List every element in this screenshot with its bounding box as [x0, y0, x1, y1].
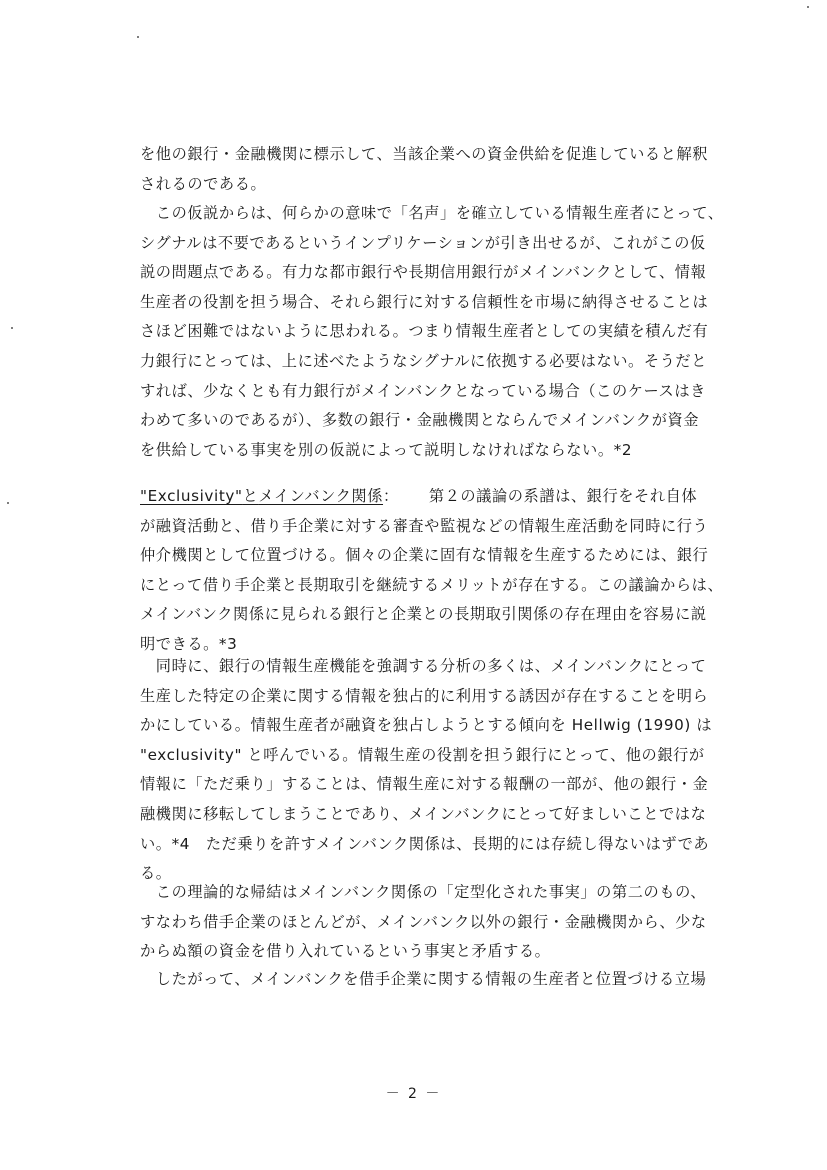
text-line: 明できる。*3 [140, 634, 238, 653]
paragraph-conclusion-start [140, 965, 707, 995]
text-line: すれば、少なくとも有力銀行がメインバンクとなっている場合（このケースはき [140, 381, 706, 400]
text-line: る。 [140, 864, 172, 883]
text-line: されるのである。 [140, 174, 267, 193]
text-line: にとって借り手企業と長期取引を継続するメリットが存在する。この議論からは、 [140, 575, 724, 594]
scan-speck [807, 6, 809, 8]
text-line: シグナルは不要であるというインプリケーションが引き出せるが、これがこの仮 [140, 233, 706, 252]
text-line: 生産者の役割を担う場合、それら銀行に対する信頼性を市場に納得させることは [140, 292, 709, 311]
scan-speck [7, 502, 9, 504]
text-line: 同時に、銀行の情報生産機能を強調する分析の多くは、メインバンクにとって [140, 657, 707, 675]
scan-speck [137, 36, 139, 38]
text-line: "exclusivity" と呼んでいる。情報生産の役割を担う銀行にとって、他の銀行が [140, 745, 705, 764]
paragraph-contradiction [140, 878, 707, 967]
paragraph-continuation [140, 140, 709, 199]
paragraph-information-monopoly [140, 652, 713, 889]
text-line: すなわち借手企業のほとんどが、メインバンク以外の銀行・金融機関から、少な [140, 912, 707, 931]
text-line: 情報に「ただ乗り」することは、情報生産に対する報酬の一部が、他の銀行・金 [140, 775, 709, 794]
text-line: 説の問題点である。有力な都市銀行や長期信用銀行がメインバンクとして、情報 [140, 263, 707, 282]
text-line: わめて多いのであるが）、多数の銀行・金融機関とならんでメインバンクが資金 [140, 411, 700, 430]
text-line: 第２の議論の系譜は、銀行をそれ自体 [428, 487, 698, 505]
text-line: 融機関に移転してしまうことであり、メインバンクにとって好ましいことではな [140, 804, 707, 823]
text-line: この仮説からは、何らかの意味で「名声」を確立している情報生産者にとって、 [140, 204, 724, 222]
text-line: したがって、メインバンクを借手企業に関する情報の生産者と位置づける立場 [140, 970, 707, 988]
text-line: メインバンク関係に見られる銀行と企業との長期取引関係の存在理由を容易に説 [140, 605, 707, 624]
text-line: が融資活動と、借り手企業に対する審査や監視などの情報生産活動を同時に行う [140, 516, 709, 535]
text-line: この理論的な帰結はメインバンク関係の「定型化された事実」の第二のもの、 [140, 883, 707, 901]
text-line: 力銀行にとっては、上に述べたようなシグナルに依拠する必要はない。そうだと [140, 351, 707, 370]
text-line: い。*4 ただ乗りを許すメインバンク関係は、長期的には存続し得ないはずであ [140, 834, 710, 853]
text-line: からぬ額の資金を借り入れているという事実と矛盾する。 [140, 942, 551, 961]
text-line: 仲介機関として位置づける。個々の企業に固有な情報を生産するためには、銀行 [140, 546, 709, 565]
text-line: さほど困難ではないように思われる。つまり情報生産者としての実績を積んだ有 [140, 322, 709, 341]
text-line: を他の銀行・金融機関に標示して、当該企業への資金供給を促進していると解釈 [140, 145, 709, 163]
page-number: － 2 － [385, 1086, 442, 1102]
section-exclusivity [140, 482, 724, 660]
section-heading: "Exclusivity"とメインバンク関係 [140, 487, 384, 505]
text-line: 生産した特定の企業に関する情報を独占的に利用する誘因が存在することを明ら [140, 686, 709, 705]
section-first-line: "Exclusivity"とメインバンク関係： 第２の議論の系譜は、銀行をそれ自体 [140, 487, 698, 505]
text-line: かにしている。情報生産者が融資を独占しようとする傾向を Hellwig (1990) は [140, 716, 713, 735]
scan-speck [11, 327, 13, 329]
paragraph-hypothesis-problem [140, 199, 724, 465]
text-line: を供給している事実を別の仮説によって説明しなければならない。*2 [140, 440, 633, 459]
